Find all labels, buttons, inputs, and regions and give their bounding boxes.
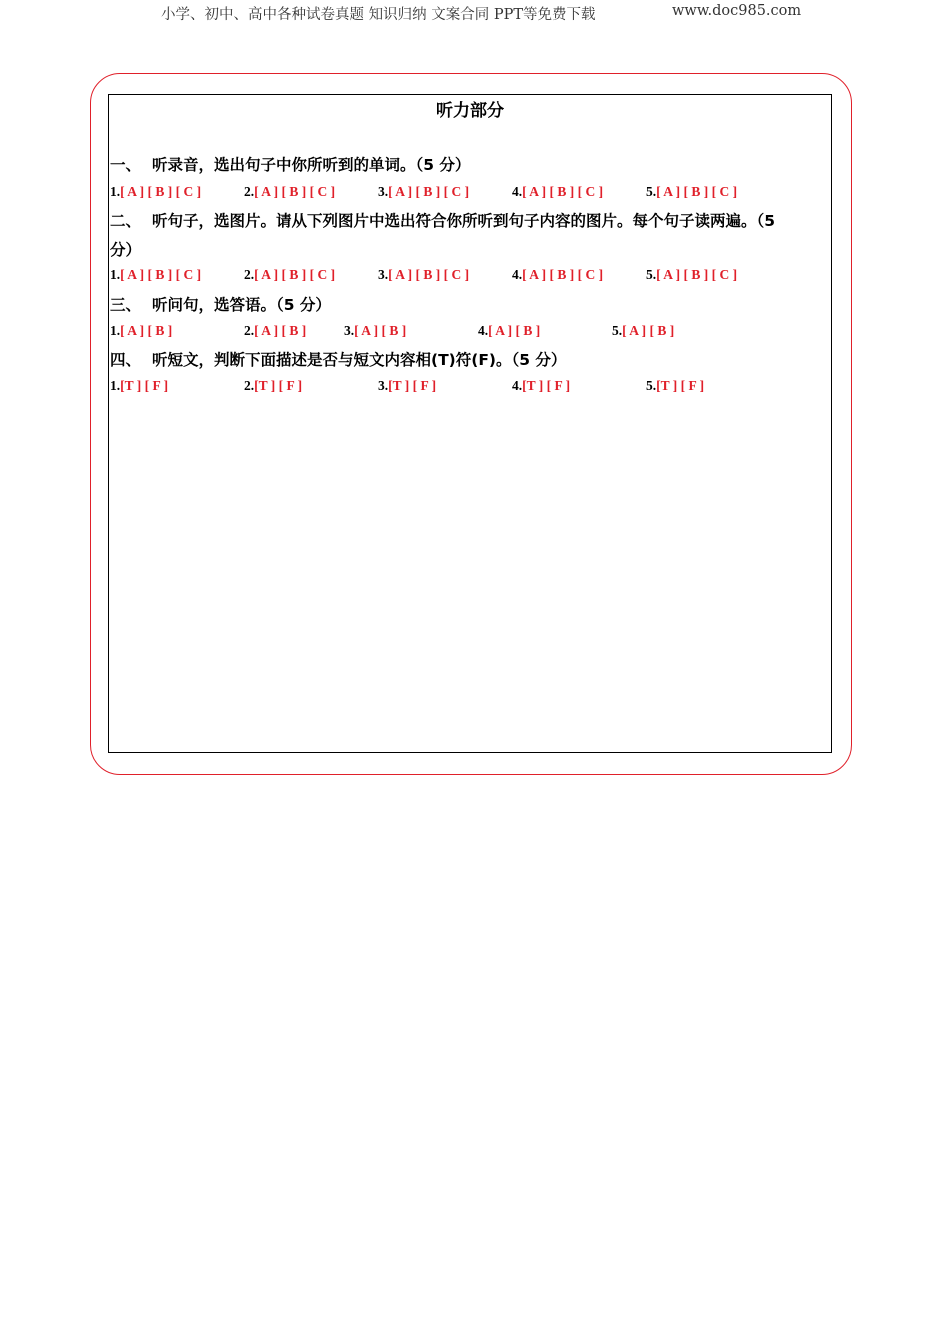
section-text: 分） — [110, 241, 142, 259]
section-3-instruction — [110, 293, 331, 315]
section-number: 三、 — [110, 296, 142, 314]
answer-item[interactable]: 5.[T ] [ F ] — [646, 378, 705, 393]
answer-item[interactable]: 5.[ A ] [ B ] [ C ] — [646, 184, 738, 199]
card-title: 听力部分 — [436, 101, 504, 121]
answer-item[interactable]: 3.[T ] [ F ] — [378, 378, 437, 393]
answer-item[interactable]: 1.[ A ] [ B ] [ C ] — [110, 267, 202, 282]
section-text: 听句子，选图片。请从下列图片中选出符合你所听到句子内容的图片。每个句子读两遍。（5 — [152, 212, 776, 230]
section-2-instruction-cont — [110, 238, 141, 260]
answer-item[interactable]: 1.[ A ] [ B ] — [110, 323, 173, 338]
section-4-answers — [109, 378, 831, 396]
section-2-answers — [109, 267, 831, 285]
answer-item[interactable]: 4.[ A ] [ B ] [ C ] — [512, 184, 604, 199]
answer-card — [108, 94, 832, 753]
answer-item[interactable]: 4.[T ] [ F ] — [512, 378, 571, 393]
section-number: 一、 — [110, 156, 142, 174]
section-1-answers — [109, 184, 831, 202]
header-text: 小学、初中、高中各种试卷真题 知识归纳 文案合同 PPT等免费下载 — [161, 7, 596, 23]
answer-item[interactable]: 1.[T ] [ F ] — [110, 378, 169, 393]
header-site-link[interactable]: www.doc985.com — [672, 3, 802, 19]
answer-item[interactable]: 3.[ A ] [ B ] [ C ] — [378, 184, 470, 199]
page-header — [0, 0, 950, 24]
section-text: 听问句，选答语。（5 分） — [152, 296, 331, 314]
answer-item[interactable]: 4.[ A ] [ B ] — [478, 323, 541, 338]
answer-item[interactable]: 2.[ A ] [ B ] [ C ] — [244, 267, 336, 282]
answer-item[interactable]: 3.[ A ] [ B ] — [344, 323, 407, 338]
section-text: 听短文，判断下面描述是否与短文内容相(T)符(F)。（5 分） — [152, 351, 567, 369]
section-3-answers — [109, 323, 831, 341]
answer-item[interactable]: 2.[ A ] [ B ] — [244, 323, 307, 338]
answer-item[interactable]: 5.[ A ] [ B ] [ C ] — [646, 267, 738, 282]
answer-item[interactable]: 5.[ A ] [ B ] — [612, 323, 675, 338]
section-number: 二、 — [110, 212, 142, 230]
answer-item[interactable]: 4.[ A ] [ B ] [ C ] — [512, 267, 604, 282]
answer-item[interactable]: 2.[ A ] [ B ] [ C ] — [244, 184, 336, 199]
section-2-instruction — [110, 209, 775, 231]
answer-item[interactable]: 2.[T ] [ F ] — [244, 378, 303, 393]
answer-item[interactable]: 1.[ A ] [ B ] [ C ] — [110, 184, 202, 199]
answer-item[interactable]: 3.[ A ] [ B ] [ C ] — [378, 267, 470, 282]
section-4-instruction — [110, 348, 566, 370]
section-number: 四、 — [110, 351, 142, 369]
section-text: 听录音，选出句子中你所听到的单词。（5 分） — [152, 156, 471, 174]
section-1-instruction — [110, 153, 470, 175]
